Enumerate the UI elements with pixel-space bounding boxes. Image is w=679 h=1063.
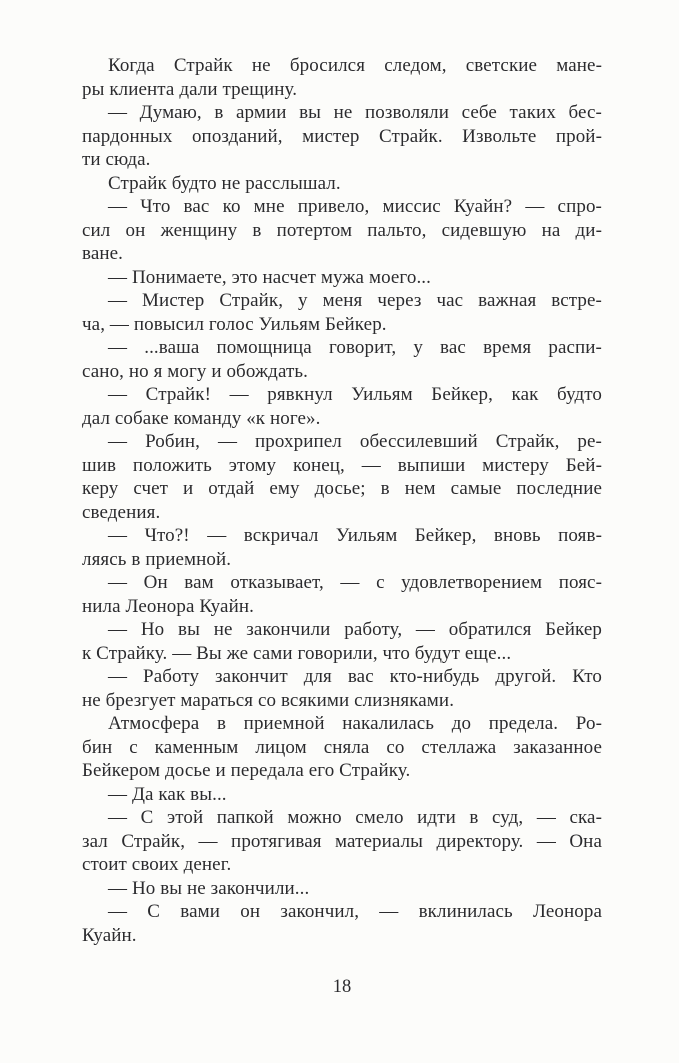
text-line: зал Страйк, — протягивая материалы директору. — Она [82, 830, 602, 852]
text-line: — Робин, — прохрипел обессилевший Страйк, ре- [108, 431, 602, 452]
text-line: — С этой папкой можно смело идти в суд, — ска- [108, 807, 602, 828]
text-line: — Что?! — вскричал Уильям Бейкер, вновь появ- [108, 525, 602, 546]
text-line: Куайн. [82, 924, 137, 946]
text-line: ване. [82, 243, 124, 264]
text-line: ры клиента дали трещину. [82, 78, 298, 100]
text-line: ча, — повысил голос Уильям Бейкер. [82, 313, 387, 335]
text-line: керу счет и отдай ему досье; в нем самые последние [82, 478, 602, 499]
text-line: шив положить этому конец, — выпиши мистеру Бей- [82, 454, 602, 476]
text-line: дал собаке команду «к ноге». [82, 407, 321, 429]
text-line: — Да как вы... [108, 783, 227, 805]
text-line: ляясь в приемной. [82, 548, 232, 570]
text-line: бин с каменным лицом сняла со стеллажа заказанное [82, 736, 602, 758]
text-line: Атмосфера в приемной накалилась до предела. Ро- [108, 713, 602, 734]
text-line: Бейкером досье и передала его Страйку. [82, 760, 411, 781]
text-line: — Работу закончит для вас кто-нибудь другой. Кто [108, 666, 602, 687]
text-line: Когда Страйк не бросился следом, светские мане- [108, 55, 602, 76]
text-line: ти сюда. [82, 149, 151, 170]
text-line: — ...ваша помощница говорит, у вас время распи- [108, 337, 602, 358]
text-line: к Страйку. — Вы же сами говорили, что будут еще... [82, 642, 512, 664]
text-line: — Думаю, в армии вы не позволяли себе таких бес- [108, 102, 602, 123]
text-line: — Понимаете, это насчет мужа моего... [108, 266, 431, 288]
text-line: — Мистер Страйк, у меня через час важная встре- [108, 290, 602, 311]
text-line: — Что вас ко мне привело, миссис Куайн? — спро- [108, 196, 602, 217]
text-line: сил он женщину в потертом пальто, сидевшую на ди- [82, 219, 602, 241]
text-line: — Страйк! — рявкнул Уильям Бейкер, как будто [108, 384, 602, 405]
text-line: — С вами он закончил, — вклинилась Леонора [108, 901, 602, 922]
text-line: сано, но я могу и обождать. [82, 360, 309, 382]
text-line: не брезгует мараться со всякими слизняками. [82, 689, 455, 711]
text-line: — Но вы не закончили... [108, 877, 310, 899]
text-line: — Он вам отказывает, — с удовлетворением пояс- [108, 572, 602, 593]
page-number: 18 [332, 977, 352, 997]
text-line: — Но вы не закончили работу, — обратился Бейкер [108, 619, 602, 640]
text-line: стоит своих денег. [82, 854, 232, 875]
text-line: сведения. [82, 501, 161, 523]
body-text [82, 54, 602, 947]
text-line: Страйк будто не расслышал. [108, 172, 341, 194]
text-line: нила Леонора Куайн. [82, 595, 254, 617]
text-line: пардонных опозданий, мистер Страйк. Извольте прой- [82, 125, 602, 147]
